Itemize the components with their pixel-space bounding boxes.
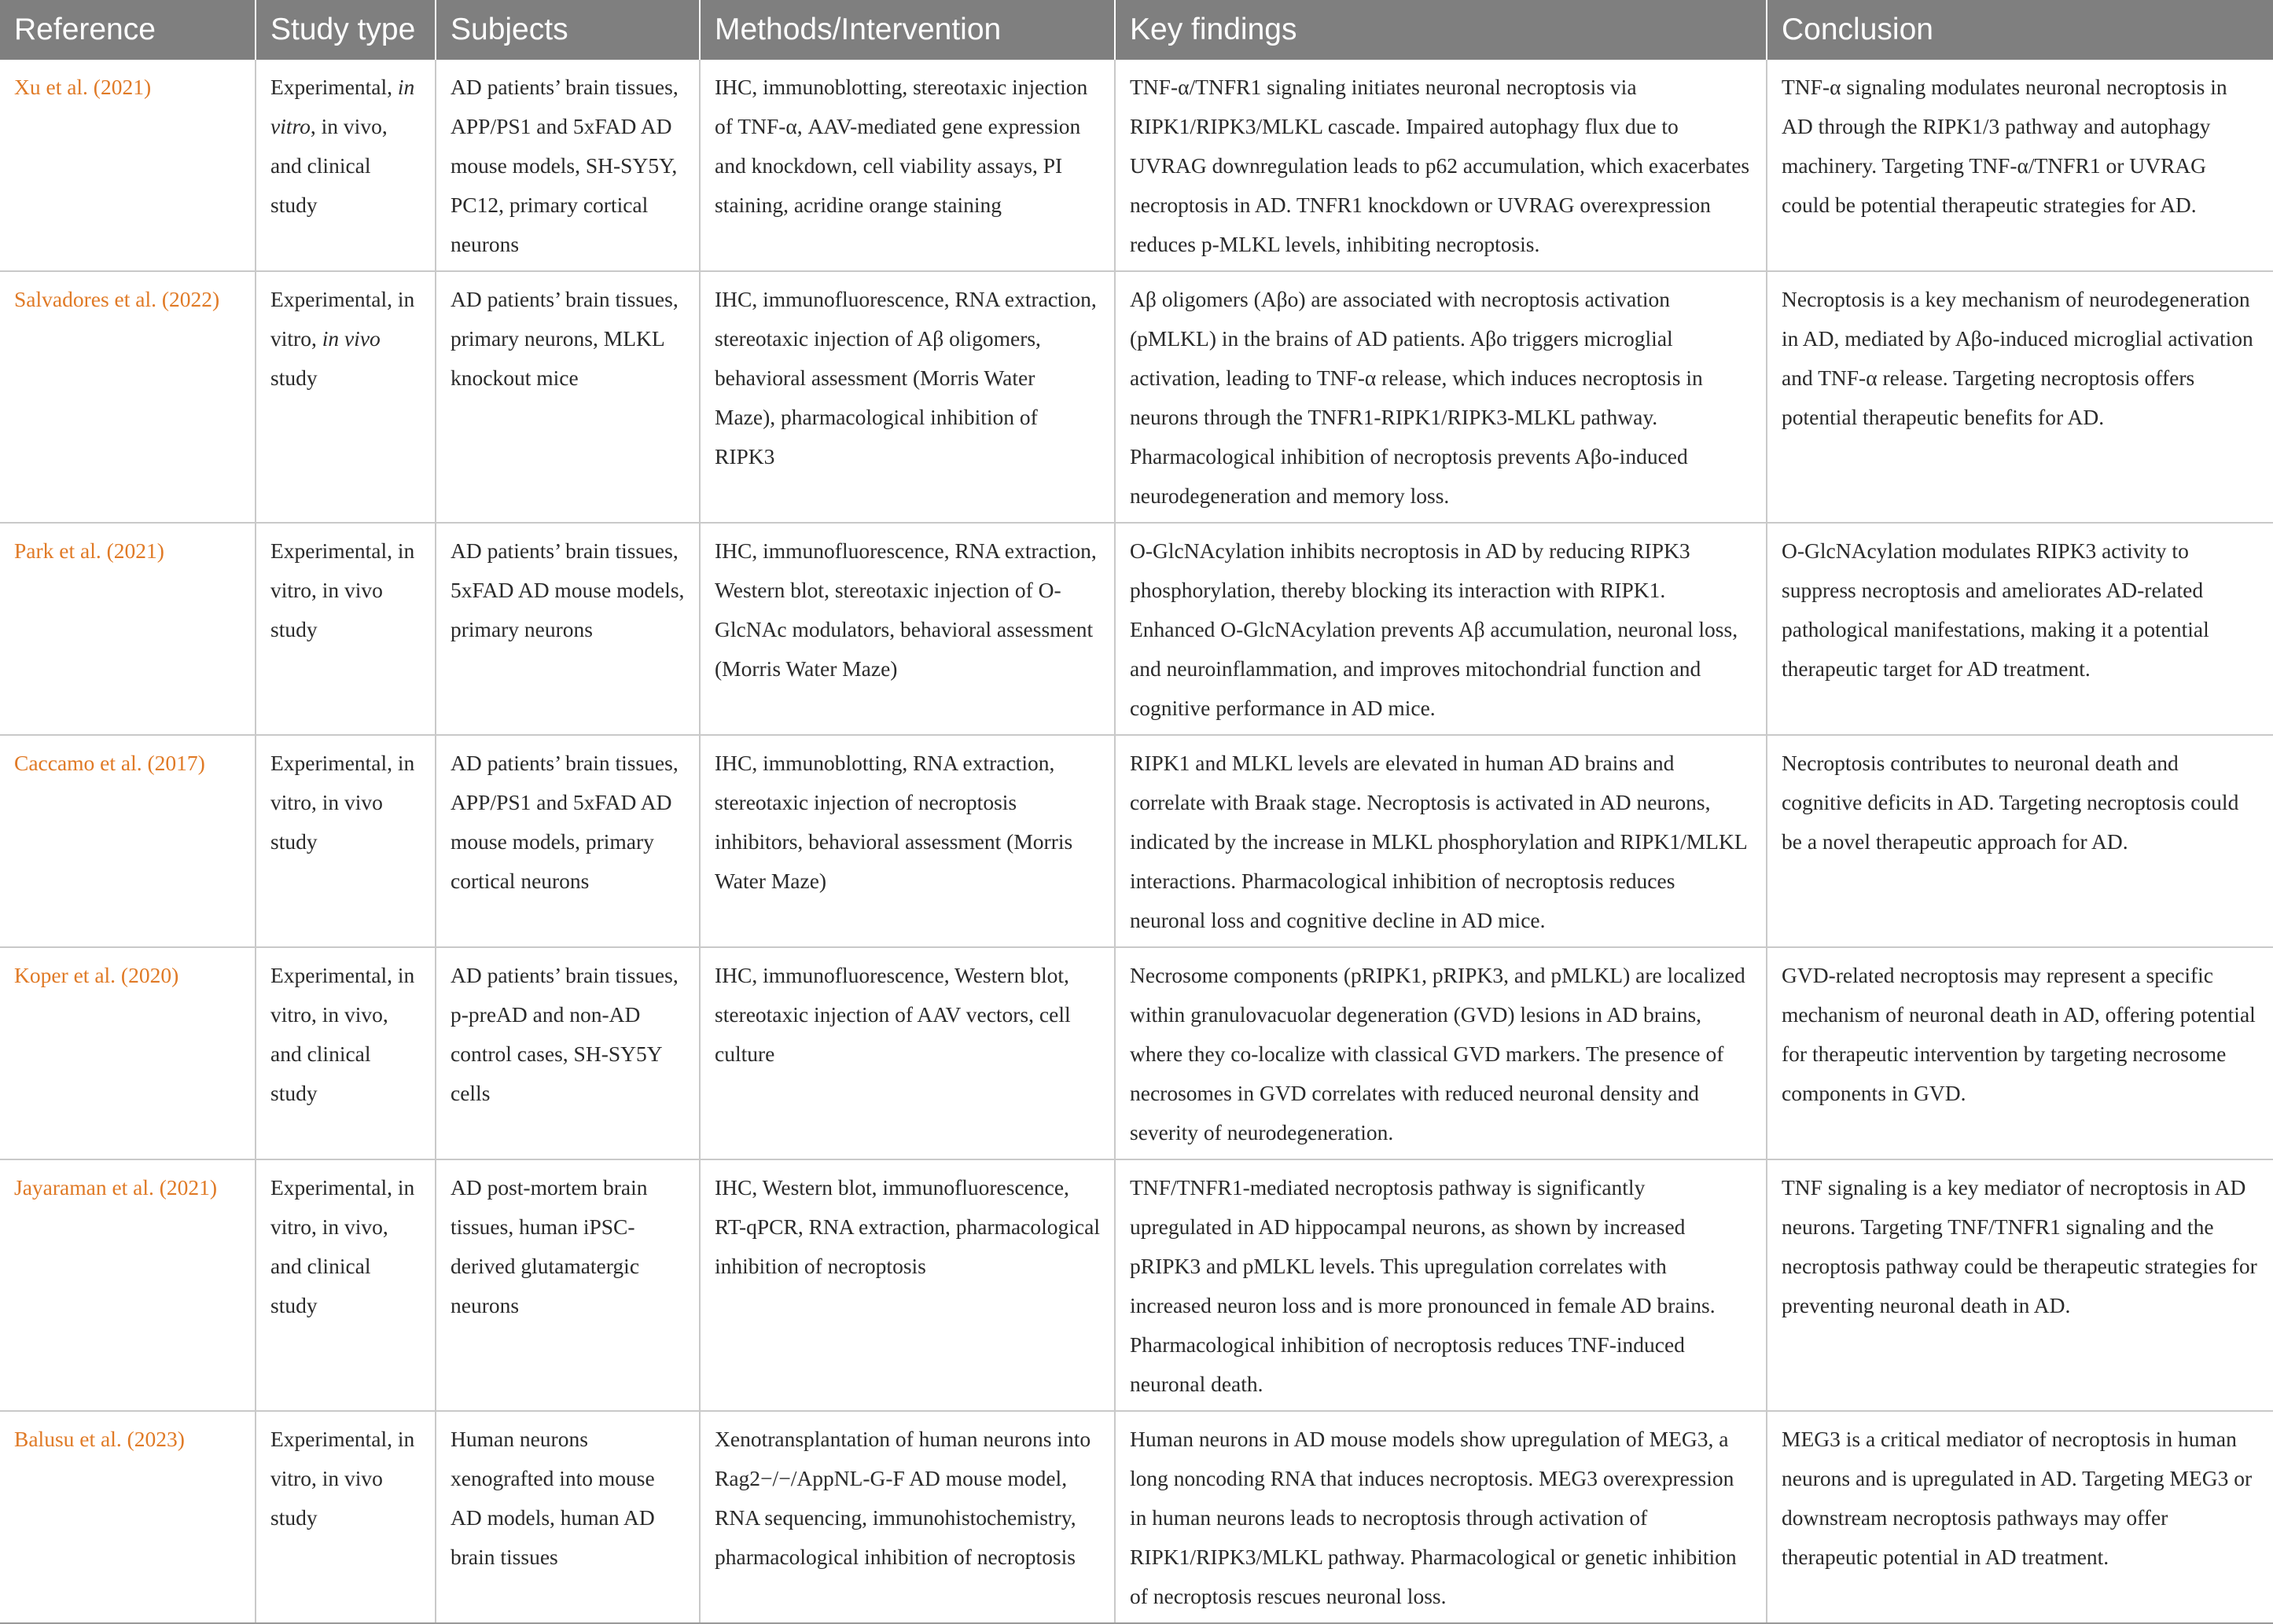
header-row: [0, 0, 2273, 60]
table-row: [0, 735, 2273, 947]
table-row: [0, 1411, 2273, 1623]
study-type-cell: [256, 523, 436, 735]
reference-link[interactable]: Park et al. (2021): [14, 538, 164, 563]
study-type-text: in vitro: [270, 75, 415, 138]
subjects-cell: AD patients’ brain tissues, primary neurons, MLKL knockout mice: [436, 271, 700, 523]
study-type-cell: [256, 1159, 436, 1411]
table-header: [0, 0, 2273, 60]
table-row: [0, 523, 2273, 735]
subjects-cell: AD post-mortem brain tissues, human iPSC-derived glutamatergic neurons: [436, 1159, 700, 1411]
methods-cell: IHC, immunoblotting, RNA extraction, stereotaxic injection of necroptosis inhibitors, behavioral assessment (Morris Water Maze): [700, 735, 1115, 947]
study-type-text: Experimental, in vitro, in vivo study: [270, 751, 415, 854]
reference-cell: [0, 735, 256, 947]
conclusion-cell: Necroptosis contributes to neuronal death and cognitive deficits in AD. Targeting necroptosis could be a novel therapeutic approach for AD.: [1767, 735, 2273, 947]
header-conclusion: Conclusion: [1767, 0, 2273, 60]
reference-cell: [0, 1159, 256, 1411]
subjects-cell: Human neurons xenografted into mouse AD models, human AD brain tissues: [436, 1411, 700, 1623]
subjects-cell: AD patients’ brain tissues, p-preAD and non-AD control cases, SH-SY5Y cells: [436, 947, 700, 1159]
reference-link[interactable]: Balusu et al. (2023): [14, 1427, 185, 1451]
subjects-cell: AD patients’ brain tissues, APP/PS1 and 5xFAD AD mouse models, SH-SY5Y, PC12, primary cortical neurons: [436, 60, 700, 271]
study-type-text: Experimental, in vitro,: [270, 287, 415, 351]
header-reference: Reference: [0, 0, 256, 60]
methods-cell: IHC, immunofluorescence, Western blot, stereotaxic injection of AAV vectors, cell culture: [700, 947, 1115, 1159]
conclusion-cell: MEG3 is a critical mediator of necroptosis in human neurons and is upregulated in AD. Targeting MEG3 or downstream necroptosis pathways may offer therapeutic potential in AD treatment.: [1767, 1411, 2273, 1623]
header-methods: Methods/Intervention: [700, 0, 1115, 60]
table-row: [0, 947, 2273, 1159]
study-type-cell: [256, 1411, 436, 1623]
reference-cell: [0, 523, 256, 735]
study-type-text: Experimental, in vitro, in vivo study: [270, 538, 415, 641]
table-row: [0, 271, 2273, 523]
conclusion-cell: TNF signaling is a key mediator of necroptosis in AD neurons. Targeting TNF/TNFR1 signaling and the necroptosis pathway could be therapeutic strategies for preventing neuronal death in AD.: [1767, 1159, 2273, 1411]
table-row: [0, 60, 2273, 271]
key-findings-cell: Human neurons in AD mouse models show upregulation of MEG3, a long noncoding RNA that induces necroptosis. MEG3 overexpression in human neurons leads to necroptosis through activation of RIPK1/RIPK3/MLKL pathway. Pharmacological or genetic inhibition of necroptosis rescues neuronal loss.: [1115, 1411, 1767, 1623]
methods-cell: IHC, immunoblotting, stereotaxic injection of TNF-α, AAV-mediated gene expression and knockdown, cell viability assays, PI staining, acridine orange staining: [700, 60, 1115, 271]
study-type-cell: [256, 271, 436, 523]
study-type-text: in vivo: [322, 326, 381, 351]
reference-link[interactable]: Salvadores et al. (2022): [14, 287, 220, 311]
methods-cell: IHC, Western blot, immunofluorescence, RT-qPCR, RNA extraction, pharmacological inhibition of necroptosis: [700, 1159, 1115, 1411]
key-findings-cell: RIPK1 and MLKL levels are elevated in human AD brains and correlate with Braak stage. Necroptosis is activated in AD neurons, indicated by the increase in MLKL phosphorylation and RIPK1/MLKL interactions. Pharmacological inhibition of necroptosis reduces neuronal loss and cognitive decline in AD mice.: [1115, 735, 1767, 947]
study-type-text: Experimental, in vitro, in vivo study: [270, 1427, 415, 1530]
study-type-text: study: [270, 366, 318, 390]
study-type-text: Experimental,: [270, 75, 398, 99]
subjects-cell: AD patients’ brain tissues, 5xFAD AD mouse models, primary neurons: [436, 523, 700, 735]
reference-link[interactable]: Caccamo et al. (2017): [14, 751, 205, 775]
study-type-cell: [256, 947, 436, 1159]
subjects-cell: AD patients’ brain tissues, APP/PS1 and 5xFAD AD mouse models, primary cortical neurons: [436, 735, 700, 947]
reference-cell: [0, 1411, 256, 1623]
header-subjects: Subjects: [436, 0, 700, 60]
methods-cell: Xenotransplantation of human neurons into Rag2−/−/AppNL-G-F AD mouse model, RNA sequencing, immunohistochemistry, pharmacological inhibition of necroptosis: [700, 1411, 1115, 1623]
study-type-cell: [256, 735, 436, 947]
header-key-findings: Key findings: [1115, 0, 1767, 60]
table-row: [0, 1159, 2273, 1411]
methods-cell: IHC, immunofluorescence, RNA extraction, Western blot, stereotaxic injection of O-GlcNAc modulators, behavioral assessment (Morris Water Maze): [700, 523, 1115, 735]
methods-cell: IHC, immunofluorescence, RNA extraction, stereotaxic injection of Aβ oligomers, behavioral assessment (Morris Water Maze), pharmacological inhibition of RIPK3: [700, 271, 1115, 523]
study-type-text: Experimental, in vitro, in vivo, and clinical study: [270, 1175, 415, 1317]
key-findings-cell: O-GlcNAcylation inhibits necroptosis in AD by reducing RIPK3 phosphorylation, thereby blocking its interaction with RIPK1. Enhanced O-GlcNAcylation prevents Aβ accumulation, neuronal loss, and neuroinflammation, and improves mitochondrial function and cognitive performance in AD mice.: [1115, 523, 1767, 735]
table-body: [0, 60, 2273, 1623]
conclusion-cell: Necroptosis is a key mechanism of neurodegeneration in AD, mediated by Aβo-induced microglial activation and TNF-α release. Targeting necroptosis offers potential therapeutic benefits for AD.: [1767, 271, 2273, 523]
reference-link[interactable]: Jayaraman et al. (2021): [14, 1175, 218, 1200]
conclusion-cell: GVD-related necroptosis may represent a specific mechanism of neuronal death in AD, offering potential for therapeutic intervention by targeting necrosome components in GVD.: [1767, 947, 2273, 1159]
reference-link[interactable]: Xu et al. (2021): [14, 75, 152, 99]
key-findings-cell: TNF-α/TNFR1 signaling initiates neuronal necroptosis via RIPK1/RIPK3/MLKL cascade. Impaired autophagy flux due to UVRAG downregulation leads to p62 accumulation, which exacerbates necroptosis in AD. TNFR1 knockdown or UVRAG overexpression reduces p-MLKL levels, inhibiting necroptosis.: [1115, 60, 1767, 271]
conclusion-cell: O-GlcNAcylation modulates RIPK3 activity to suppress necroptosis and ameliorates AD-related pathological manifestations, making it a potential therapeutic target for AD treatment.: [1767, 523, 2273, 735]
study-type-text: , in vivo, and clinical study: [270, 114, 388, 217]
conclusion-cell: TNF-α signaling modulates neuronal necroptosis in AD through the RIPK1/3 pathway and autophagy machinery. Targeting TNF-α/TNFR1 or UVRAG could be potential therapeutic strategies for AD.: [1767, 60, 2273, 271]
study-type-text: Experimental, in vitro, in vivo, and clinical study: [270, 963, 415, 1105]
reference-cell: [0, 60, 256, 271]
key-findings-cell: Necrosome components (pRIPK1, pRIPK3, and pMLKL) are localized within granulovacuolar degeneration (GVD) lesions in AD brains, where they co-localize with classical GVD markers. The presence of necrosomes in GVD correlates with reduced neuronal density and severity of neurodegeneration.: [1115, 947, 1767, 1159]
study-type-cell: [256, 60, 436, 271]
header-study-type: Study type: [256, 0, 436, 60]
reference-link[interactable]: Koper et al. (2020): [14, 963, 179, 987]
reference-cell: [0, 947, 256, 1159]
reference-cell: [0, 271, 256, 523]
key-findings-cell: Aβ oligomers (Aβo) are associated with necroptosis activation (pMLKL) in the brains of AD patients. Aβo triggers microglial activation, leading to TNF-α release, which induces necroptosis in neurons through the TNFR1-RIPK1/RIPK3-MLKL pathway. Pharmacological inhibition of necroptosis prevents Aβo-induced neurodegeneration and memory loss.: [1115, 271, 1767, 523]
key-findings-cell: TNF/TNFR1-mediated necroptosis pathway is significantly upregulated in AD hippocampal neurons, as shown by increased pRIPK3 and pMLKL levels. This upregulation correlates with increased neuron loss and is more pronounced in female AD brains. Pharmacological inhibition of necroptosis reduces TNF-induced neuronal death.: [1115, 1159, 1767, 1411]
